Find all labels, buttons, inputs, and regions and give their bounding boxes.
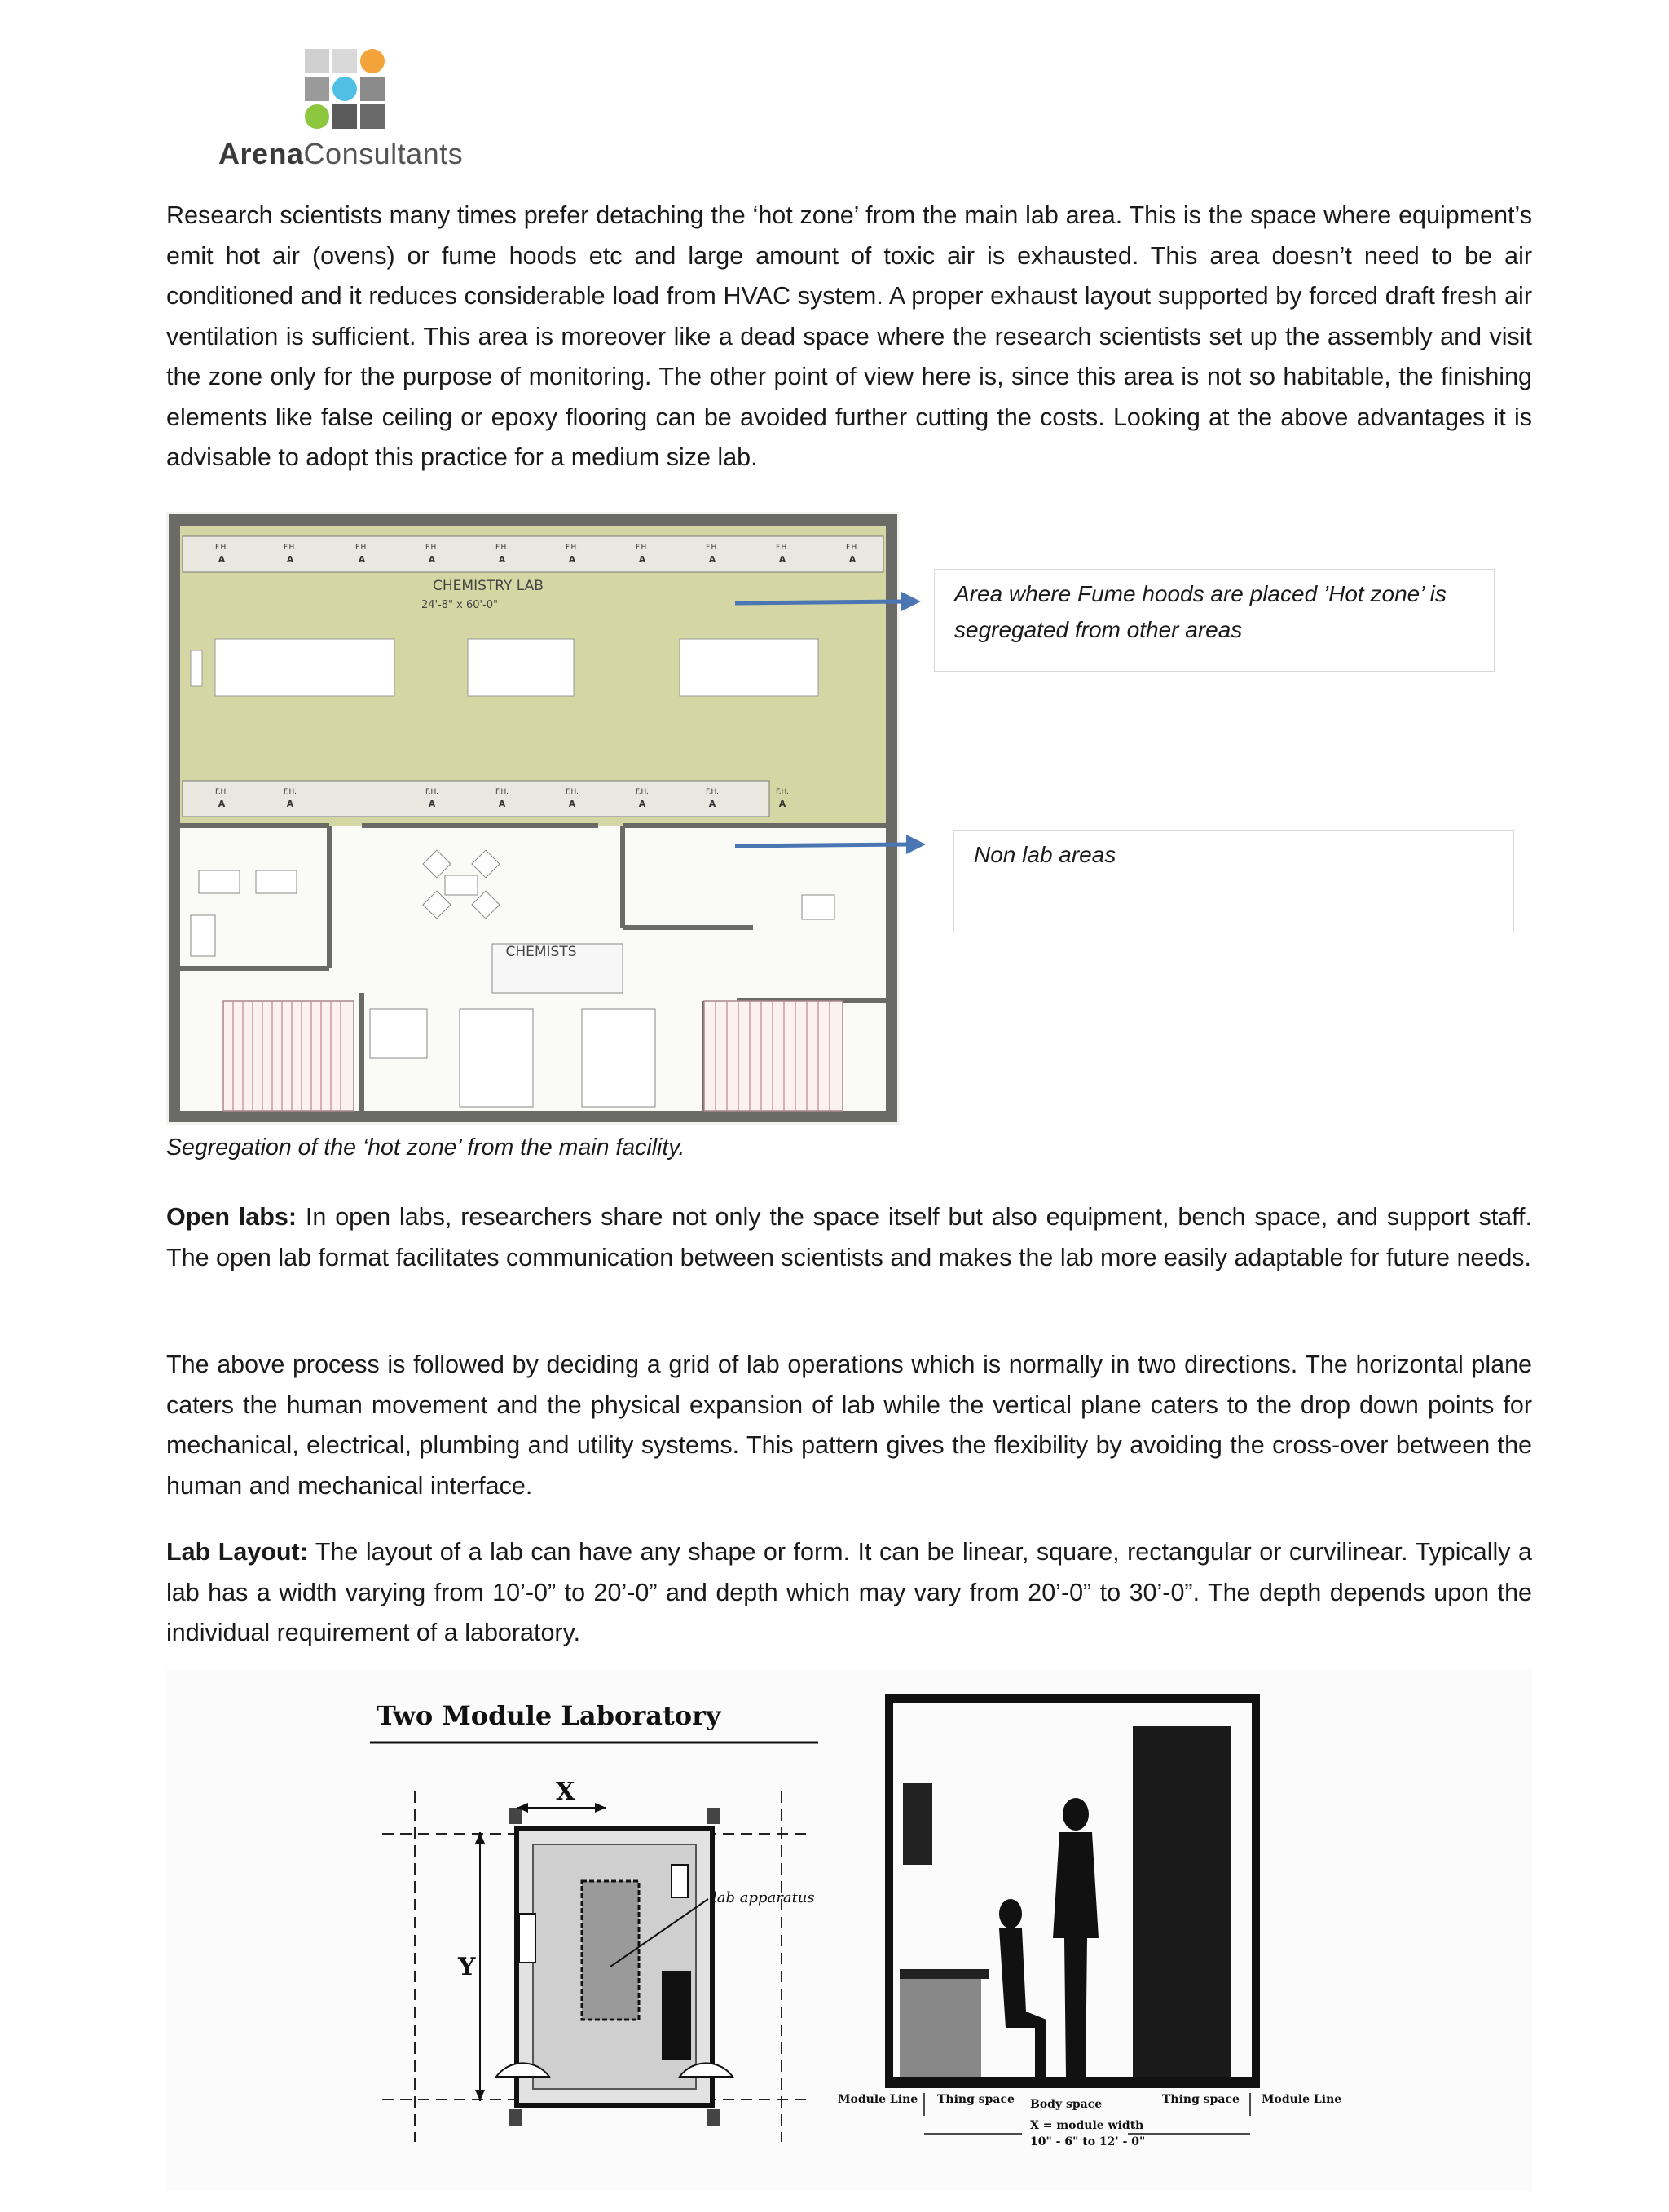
svg-text:F.H.: F.H.	[354, 544, 369, 552]
svg-text:F.H.: F.H.	[565, 788, 579, 796]
fume-hood-tag: F.H.	[214, 544, 229, 552]
svg-text:A: A	[428, 799, 436, 809]
figure-title: Two Module Laboratory	[377, 1700, 721, 1731]
figure-caption: Segregation of the ‘hot zone’ from the main facility.	[166, 1135, 685, 1161]
svg-text:F.H.: F.H.	[495, 788, 509, 796]
thing-space-right: Thing space	[1162, 2093, 1240, 2106]
svg-text:F.H.: F.H.	[283, 788, 297, 796]
svg-text:A: A	[638, 799, 646, 809]
callout-arrows	[733, 587, 929, 856]
svg-text:A: A	[498, 554, 506, 565]
svg-text:A: A	[358, 554, 366, 565]
module-line-right: Module Line	[1262, 2093, 1342, 2106]
svg-text:A: A	[568, 799, 576, 809]
svg-text:A: A	[778, 554, 786, 565]
svg-text:F.H.: F.H.	[214, 788, 229, 796]
svg-text:F.H.: F.H.	[845, 544, 860, 552]
company-logo	[218, 49, 495, 171]
module-width-label: X = module width	[1030, 2119, 1144, 2132]
svg-text:F.H.: F.H.	[283, 544, 297, 552]
module-line-left: Module Line	[838, 2093, 918, 2106]
module-range-label: 10" - 6" to 12' - 0"	[1030, 2135, 1146, 2148]
svg-text:A: A	[638, 554, 646, 565]
hot-zone-callout: Area where Fume hoods are placed ’Hot zone’ is segregated from other areas	[934, 569, 1495, 672]
non-lab-callout: Non lab areas	[953, 830, 1514, 932]
svg-text:F.H.: F.H.	[565, 544, 579, 552]
svg-text:F.H.: F.H.	[705, 544, 720, 552]
svg-text:F.H.: F.H.	[775, 544, 790, 552]
svg-text:A: A	[708, 799, 716, 809]
svg-text:A: A	[568, 554, 576, 565]
body-space-label: Body space	[1030, 2098, 1103, 2111]
paragraph-lab-layout: Lab Layout: The layout of a lab can have any shape or form. It can be linear, square, rectangular or curvilinear. Typically a lab has a width varying from 10’-0” to 20’-0” and depth which may vary from 20’-0” to 30’-0”. The depth depends upon the individual requirement of a laboratory.	[166, 1538, 1532, 1646]
svg-text:A: A	[286, 554, 294, 565]
office-name-label: CHEMISTS	[505, 944, 577, 960]
apparatus-label: lab apparatus	[712, 1889, 815, 1906]
thing-space-left: Thing space	[937, 2093, 1015, 2106]
svg-text:F.H.: F.H.	[495, 544, 509, 552]
x-dimension-label: X	[556, 1778, 575, 1806]
paragraph-hot-zone: Research scientists many times prefer detaching the ‘hot zone’ from the main lab area. This is the space where equipment’s emit hot air (ovens) or fume hoods etc and large amount of toxic air is exhausted. This area doesn’t need to be air conditioned and it reduces considerable load from HVAC system. A proper exhaust layout supported by forced draft fresh air ventilation is sufficient. This area is moreover like a dead space where the research scientists set up the assembly and visit the zone only for the purpose of monitoring. The other point of view here is, since this area is not so habitable, the finishing elements like false ceiling or epoxy flooring can be avoided further cutting the costs. Looking at the above advantages it is advisable to adopt this practice for a medium size lab.	[166, 201, 1532, 471]
lab-name-label: CHEMISTRY LAB	[433, 578, 544, 594]
svg-text:A: A	[286, 799, 294, 809]
svg-text:F.H.: F.H.	[705, 788, 720, 796]
logo-wordmark: ArenaConsultants	[218, 137, 464, 170]
svg-text:A: A	[778, 799, 786, 809]
two-module-lab-figure	[166, 1669, 1532, 2191]
lab-size-label: 24'-8" x 60'-0"	[421, 599, 499, 611]
svg-text:A: A	[218, 554, 226, 565]
y-dimension-label: Y	[458, 1953, 476, 1981]
svg-text:A: A	[848, 554, 857, 565]
hot-zone-arrow-icon	[735, 601, 905, 603]
paragraph-open-labs: Open labs: In open labs, researchers share not only the space itself but also equipment, bench space, and support staff. The open lab format facilitates communication between scientists and makes the lab more easily adaptable for future needs.	[166, 1203, 1532, 1271]
svg-text:F.H.: F.H.	[425, 544, 439, 552]
svg-text:A: A	[498, 799, 506, 809]
paragraph-grid: The above process is followed by deciding a grid of lab operations which is normally in two directions. The horizontal plane caters the human movement and the physical expansion of lab while the vertical plane caters to the drop down points for mechanical, electrical, plumbing and utility systems. This pattern gives the flexibility by avoiding the cross-over between the human and mechanical interface.	[166, 1351, 1532, 1500]
svg-text:A: A	[218, 799, 226, 809]
svg-text:F.H.: F.H.	[635, 544, 650, 552]
svg-text:F.H.: F.H.	[635, 788, 650, 796]
svg-text:A: A	[708, 554, 716, 565]
svg-text:F.H.: F.H.	[425, 788, 439, 796]
logo-mark-icon	[305, 49, 386, 130]
non-lab-arrow-icon	[735, 844, 909, 846]
svg-text:A: A	[428, 554, 436, 565]
svg-text:F.H.: F.H.	[775, 788, 790, 796]
